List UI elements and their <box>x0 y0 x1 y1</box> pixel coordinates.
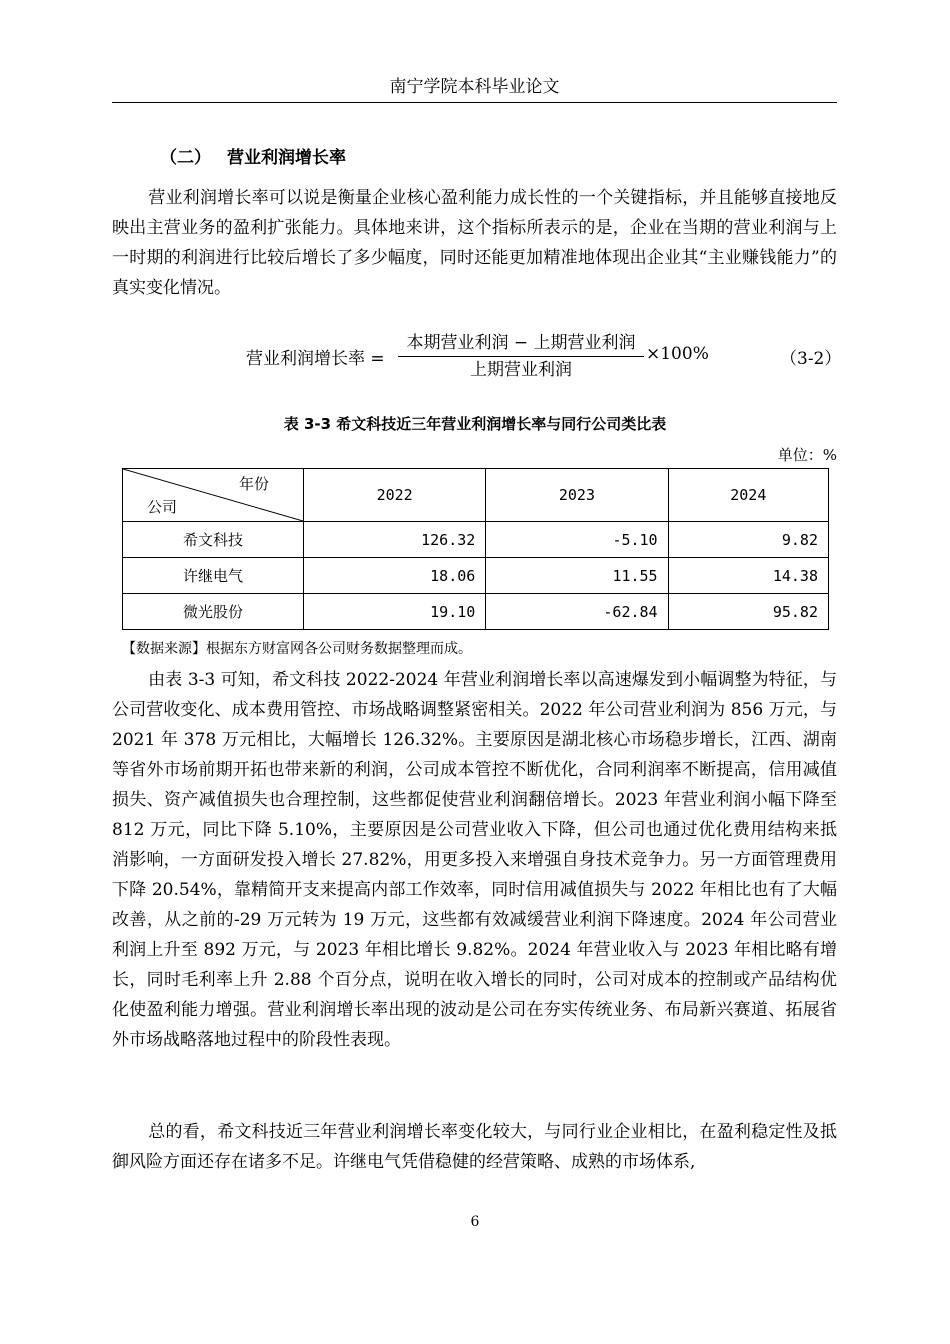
table-cell: 11.55 <box>486 558 668 594</box>
section-number: （二） <box>160 148 211 168</box>
table-cell: 18.06 <box>304 558 486 594</box>
formula-fraction <box>398 330 644 383</box>
corner-label-company: 公司 <box>147 498 178 516</box>
summary-paragraph <box>112 1117 837 1177</box>
section-heading <box>160 143 346 168</box>
summary-paragraph-text: 总的看，希文科技近三年营业利润增长率变化较大，与同行业企业相比，在盈利稳定性及抵御风险方面还存在诸多不足。许继电气凭借稳健的经营策略、成熟的市场体系, <box>112 1122 837 1172</box>
header-rule <box>112 102 837 103</box>
formula-multiplier: ×100% <box>646 344 709 364</box>
table-unit: 单位：% <box>777 446 837 464</box>
table-cell: 19.10 <box>304 594 486 630</box>
table-cell: -5.10 <box>486 522 668 558</box>
formula <box>0 330 950 386</box>
corner-label-year: 年份 <box>238 475 269 493</box>
table-cell: -62.84 <box>486 594 668 630</box>
company-name: 微光股份 <box>123 594 304 630</box>
year-header: 2024 <box>668 469 828 522</box>
intro-paragraph-text: 营业利润增长率可以说是衡量企业核心盈利能力成长性的一个关键指标，并且能够直接地反映出主营业务的盈利扩张能力。具体地来讲，这个指标所表示的是，企业在当期的营业利润与上一时期的利润进行比较后增长了多少幅度，同时还能更加精准地体现出企业其“主业赚钱能力”的真实变化情况。 <box>112 188 837 298</box>
table-row <box>123 594 829 630</box>
page-header: 南宁学院本科毕业论文 <box>389 77 560 97</box>
table-row <box>123 558 829 594</box>
table-cell: 9.82 <box>668 522 828 558</box>
table-row <box>123 522 829 558</box>
table-cell: 95.82 <box>668 594 828 630</box>
intro-paragraph <box>112 183 837 303</box>
table-corner-cell <box>123 469 304 522</box>
section-title: 营业利润增长率 <box>227 148 346 168</box>
formula-denominator: 上期营业利润 <box>470 360 572 380</box>
table-cell: 126.32 <box>304 522 486 558</box>
formula-numerator: 本期营业利润 − 上期营业利润 <box>398 330 644 357</box>
formula-label: （3-2） <box>780 349 842 369</box>
table-cell: 14.38 <box>668 558 828 594</box>
analysis-paragraph <box>112 665 837 1055</box>
analysis-paragraph-text: 由表 3-3 可知，希文科技 2022-2024 年营业利润增长率以高速爆发到小幅调整为特征，与公司营收变化、成本费用管控、市场战略调整紧密相关。2022 年公司营业利润为 856 万元，与 2021 年 378 万元相比，大幅增长 126.32%。主要原因是湖北核心市场稳步增长，江西、湖南等省外市场前期开拓也带来新的利润，公司成本管控不断优化，合同利润率不断提高，信用减值损失、资产减值损失也合理控制，这些都促使营业利润翻倍增长。2023 年营业利润小幅下降至 812 万元，同比下降 5.10%，主要原因是公司营业收入下降，但公司也通过优化费用结构来抵消影响，一方面研发投入增长 27.82%，用更多投入来增强自身技术竞争力。另一方面管理费用下降 20.54%，靠精简开支来提高内部工作效率，同时信用减值损失与 2022 年相比也有了大幅改善，从之前的-29 万元转为 19 万元，这些都有效减缓营业利润下降速度。2024 年公司营业利润上升至 892 万元，与 2023 年相比增长 9.82%。2024 年营业收入与 2023 年相比略有增长，同时毛利率上升 2.88 个百分点，说明在收入增长的同时，公司对成本的控制或产品结构优化使盈利能力增强。营业利润增长率出现的波动是公司在夯实传统业务、布局新兴赛道、拓展省外市场战略落地过程中的阶段性表现。 <box>112 670 837 1050</box>
year-header: 2023 <box>486 469 668 522</box>
page-number: 6 <box>470 1214 480 1230</box>
table-source: 【数据来源】根据东方财富网各公司财务数据整理而成。 <box>122 641 472 657</box>
company-name: 许继电气 <box>123 558 304 594</box>
table-caption: 表 3-3 希文科技近三年营业利润增长率与同行公司类比表 <box>283 415 667 433</box>
growth-rate-table <box>122 468 829 630</box>
year-header: 2022 <box>304 469 486 522</box>
table-header-row <box>123 469 829 522</box>
formula-lhs: 营业利润增长率 = <box>246 349 385 369</box>
company-name: 希文科技 <box>123 522 304 558</box>
